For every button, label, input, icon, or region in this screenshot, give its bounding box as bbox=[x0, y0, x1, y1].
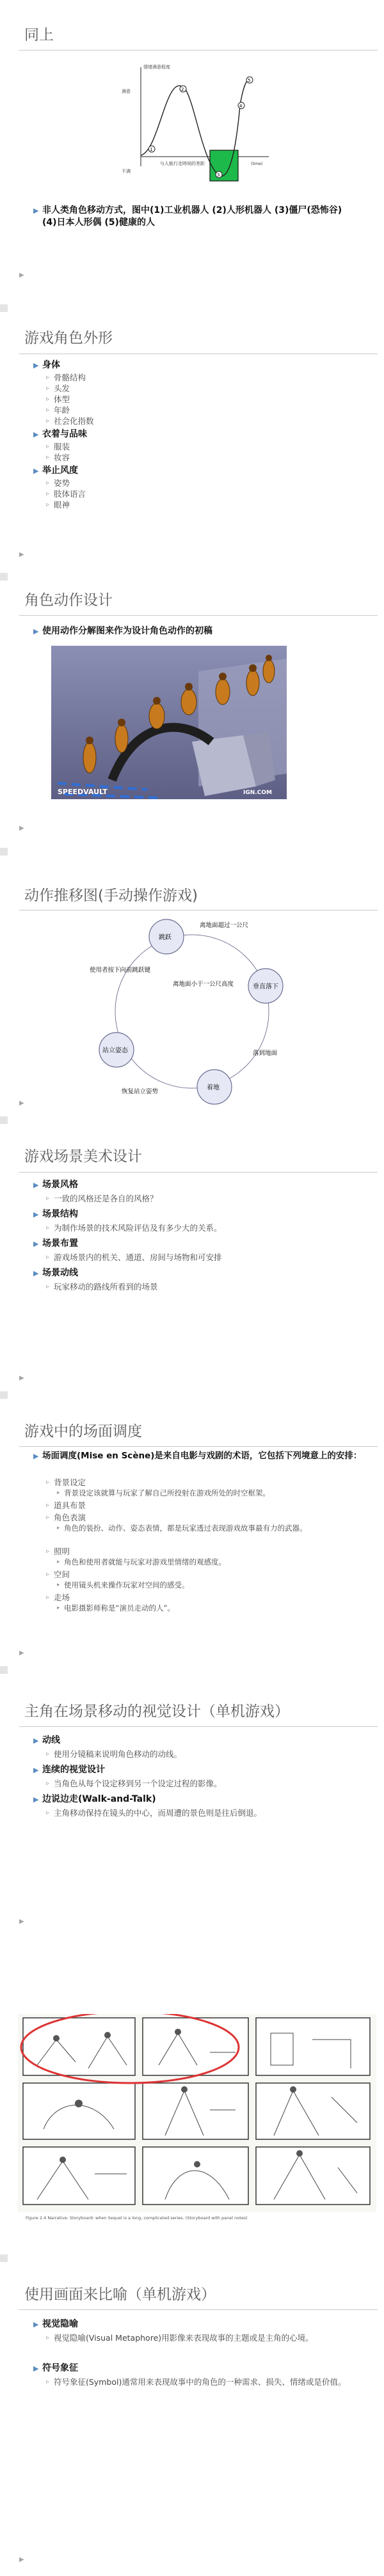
sub-item: ▹ 照明 bbox=[46, 1547, 70, 1556]
slide-title: 游戏中的场面调度 bbox=[24, 1423, 142, 1440]
triangle-bullet-icon: ▶ bbox=[33, 1181, 39, 1189]
slide-6 bbox=[0, 1387, 384, 1662]
slide-4 bbox=[0, 844, 384, 1112]
slide-title: 游戏场景美术设计 bbox=[24, 1148, 142, 1165]
triangle-bullet-icon: ▶ bbox=[33, 1210, 39, 1219]
sub-item: ▹ 背景设定 bbox=[46, 1478, 86, 1487]
triangle-right-icon: ▶ bbox=[19, 1918, 24, 1925]
title-divider bbox=[19, 1446, 378, 1447]
triangle-bullet-icon: ▶ bbox=[33, 1795, 39, 1804]
point-label: 5 bbox=[248, 78, 251, 83]
triangle-bullet-icon: ▶ bbox=[33, 2320, 39, 2329]
sub-item: ▹ 视觉隐喻(Visual Metaphore)用影像来表现故事的主题或是主角的心境。 bbox=[46, 2333, 314, 2343]
image-caption: SPEEDVAULT bbox=[58, 788, 108, 796]
sub-item: ▹ 骨骼结构 bbox=[46, 373, 86, 382]
edge-label: 落到地面 bbox=[253, 1050, 278, 1057]
sub-sub-item: ▸ 使用镜头机来操作玩家对空间的感受。 bbox=[57, 1581, 189, 1589]
bullet-item: ▶ 身体 bbox=[33, 360, 60, 370]
slide-title: 使用画面来比喻（单机游戏） bbox=[24, 2286, 216, 2303]
sub-item: ▹ 服装 bbox=[46, 442, 70, 451]
point-label: 1 bbox=[150, 147, 153, 152]
sub-item: ▹ 年龄 bbox=[46, 405, 70, 415]
triangle-bullet-icon: ▶ bbox=[33, 361, 39, 370]
corner-mark bbox=[0, 2254, 8, 2262]
slide-title: 游戏角色外形 bbox=[24, 330, 113, 347]
sub-item: ▹ 妆容 bbox=[46, 453, 70, 462]
slide-1 bbox=[0, 0, 384, 301]
corner-mark bbox=[0, 1391, 8, 1399]
bullet-item: ▶ 非人类角色移动方式，图中(1)工业机器人 (2)人形机器人 (3)僵尸(恐怖谷) (4)日本人形偶 (5)健康的人 bbox=[33, 205, 342, 228]
state-transition-diagram bbox=[32, 916, 352, 1107]
sub-item: ▹ 一致的风格还是各自的风格？ bbox=[46, 1194, 158, 1203]
slide-title: 动作推移图(手动操作游戏) bbox=[24, 887, 198, 904]
sub-sub-item: ▸ 电影摄影师称是“演员走动的人”。 bbox=[57, 1604, 175, 1612]
x-axis-label: 与人能行走時间的差距 bbox=[160, 161, 205, 166]
bullet-item: ▶ 场景风格 bbox=[33, 1180, 78, 1190]
storyboard-image bbox=[18, 2014, 376, 2212]
triangle-bullet-icon: ▶ bbox=[33, 467, 39, 475]
triangle-right-icon: ▶ bbox=[19, 272, 24, 279]
sub-item: ▹ 道具布景 bbox=[46, 1501, 86, 1510]
bullet-item: ▶ 连续的视觉设计 bbox=[33, 1765, 105, 1775]
sub-item: ▹ 头发 bbox=[46, 384, 70, 393]
bullet-item: ▶ 符号象征 bbox=[33, 2363, 78, 2373]
triangle-right-icon: ▶ bbox=[19, 1375, 24, 1382]
sub-item: ▹ 玩家移动的路线所看到的场景 bbox=[46, 1282, 158, 1292]
title-divider bbox=[19, 615, 378, 616]
bullet-item: ▶ 场面调度(Mise en Scène)是来自电影与戏剧的术语，它包括下列境意上的安排： bbox=[33, 1451, 362, 1461]
triangle-bullet-icon: ▶ bbox=[33, 207, 39, 215]
slide-5 bbox=[0, 1112, 384, 1387]
bullet-item: ▶ 使用动作分解图来作为设计角色动作的初稿 bbox=[33, 626, 212, 636]
title-divider bbox=[19, 1726, 378, 1727]
title-divider bbox=[19, 50, 378, 51]
y-low-label: 不满 bbox=[122, 169, 131, 174]
storyboard-caption: Figure 2.4 Narrative: Storyboard: when Sequel is a long, complicated series. (Storyboard with panel notes) bbox=[26, 2215, 248, 2221]
node-label: 垂直落下 bbox=[253, 983, 278, 990]
sub-item: ▹ 姿势 bbox=[46, 478, 70, 488]
point-label: 3 bbox=[217, 173, 220, 178]
sub-item: ▹ 走场 bbox=[46, 1593, 70, 1602]
triangle-right-icon: ▶ bbox=[19, 2556, 24, 2563]
triangle-bullet-icon: ▶ bbox=[33, 1269, 39, 1277]
sub-item: ▹ 角色表演 bbox=[46, 1513, 86, 1522]
sub-item: ▹ 肢体语言 bbox=[46, 489, 86, 499]
triangle-right-icon: ▶ bbox=[19, 551, 24, 558]
slide-title: 角色动作设计 bbox=[24, 592, 113, 609]
bullet-item: ▶ 举止风度 bbox=[33, 465, 78, 476]
sub-item: ▹ 为制作场景的技术风险评估及有多少大的关系。 bbox=[46, 1223, 222, 1233]
x-axis-unit: (time) bbox=[251, 162, 263, 166]
bullet-item: ▶ 场景布置 bbox=[33, 1238, 78, 1249]
sub-item: ▹ 眼神 bbox=[46, 500, 70, 510]
point-label: 4 bbox=[239, 104, 243, 109]
triangle-bullet-icon: ▶ bbox=[33, 1766, 39, 1774]
corner-mark bbox=[0, 1116, 8, 1124]
sub-item: ▹ 体型 bbox=[46, 394, 70, 404]
sub-sub-item: ▸ 角色的装扮、动作、姿态表情，都是玩家透过表现游戏故事最有力的武器。 bbox=[57, 1524, 307, 1533]
node-label: 跳跃 bbox=[159, 934, 172, 941]
title-divider bbox=[19, 1172, 378, 1173]
slide-7 bbox=[0, 1662, 384, 1944]
triangle-bullet-icon: ▶ bbox=[33, 1240, 39, 1248]
triangle-bullet-icon: ▶ bbox=[33, 1452, 39, 1460]
sub-item: ▹ 社会化指数 bbox=[46, 416, 94, 426]
triangle-right-icon: ▶ bbox=[19, 1650, 24, 1657]
edge-label: 离地面小于一公尺高度 bbox=[173, 981, 234, 988]
triangle-right-icon: ▶ bbox=[19, 825, 24, 832]
corner-mark bbox=[0, 304, 8, 312]
slide-9 bbox=[0, 2251, 384, 2576]
sub-item: ▹ 空间 bbox=[46, 1570, 70, 1579]
uncanny-valley-chart bbox=[115, 61, 282, 189]
triangle-bullet-icon: ▶ bbox=[33, 1737, 39, 1745]
speedvault-image bbox=[51, 646, 287, 799]
bullet-item: ▶ 场景动线 bbox=[33, 1268, 78, 1278]
edge-label: 使用者按下向前跳跃键 bbox=[90, 967, 151, 974]
image-logo: IGN.COM bbox=[243, 790, 272, 796]
slide-8 bbox=[0, 1944, 384, 2251]
triangle-right-icon: ▶ bbox=[19, 1100, 24, 1107]
slide-title: 主角在场景移动的视觉设计（单机游戏） bbox=[24, 1703, 289, 1720]
bullet-item: ▶ 场景结构 bbox=[33, 1209, 78, 1219]
node-label: 站立姿态 bbox=[102, 1047, 128, 1054]
sub-item: ▹ 主角移动保持在镜头的中心，而周遭的景色则是往后倒退。 bbox=[46, 1808, 262, 1818]
corner-mark bbox=[0, 573, 8, 581]
sub-item: ▹ 使用分镜稿来说明角色移动的动线。 bbox=[46, 1749, 182, 1759]
bullet-item: ▶ 边说边走(Walk-and-Talk) bbox=[33, 1794, 156, 1804]
edge-label: 离地面超过一公尺 bbox=[200, 922, 249, 929]
sub-sub-item: ▸ 背景设定该就算与玩家了解自己所投射在游戏所处的时空框架。 bbox=[57, 1488, 270, 1497]
edge-label: 恢复站立姿势 bbox=[122, 1088, 159, 1095]
corner-mark bbox=[0, 848, 8, 855]
sub-item: ▹ 当角色从每个设定移到另一个设定过程的影像。 bbox=[46, 1779, 222, 1788]
node-label: 着地 bbox=[207, 1084, 220, 1091]
bullet-item: ▶ 视觉隐喻 bbox=[33, 2319, 78, 2329]
sub-item: ▹ 游戏场景内的机关、通道、房间与场物和可安排 bbox=[46, 1253, 222, 1262]
triangle-bullet-icon: ▶ bbox=[33, 627, 39, 636]
triangle-bullet-icon: ▶ bbox=[33, 430, 39, 439]
triangle-bullet-icon: ▶ bbox=[33, 2364, 39, 2373]
y-axis-label: 情绪满意程度 bbox=[143, 65, 170, 70]
sub-sub-item: ▸ 角色和使用者就能与玩家对游戏里情绪的观感度。 bbox=[57, 1557, 226, 1566]
bullet-item: ▶ 衣着与品味 bbox=[33, 429, 87, 439]
title-divider bbox=[19, 2309, 378, 2310]
sub-item: ▹ 符号象征(Symbol)通常用来表现故事中的角色的一种需求、损失、情绪或是价值。 bbox=[46, 2377, 346, 2387]
slide-title: 同上 bbox=[24, 27, 54, 43]
slide-2 bbox=[0, 301, 384, 569]
point-label: 2 bbox=[181, 87, 184, 92]
y-high-label: 满意 bbox=[122, 89, 131, 94]
bullet-item: ▶ 动线 bbox=[33, 1735, 60, 1745]
slide-3 bbox=[0, 569, 384, 844]
corner-mark bbox=[0, 1666, 8, 1674]
